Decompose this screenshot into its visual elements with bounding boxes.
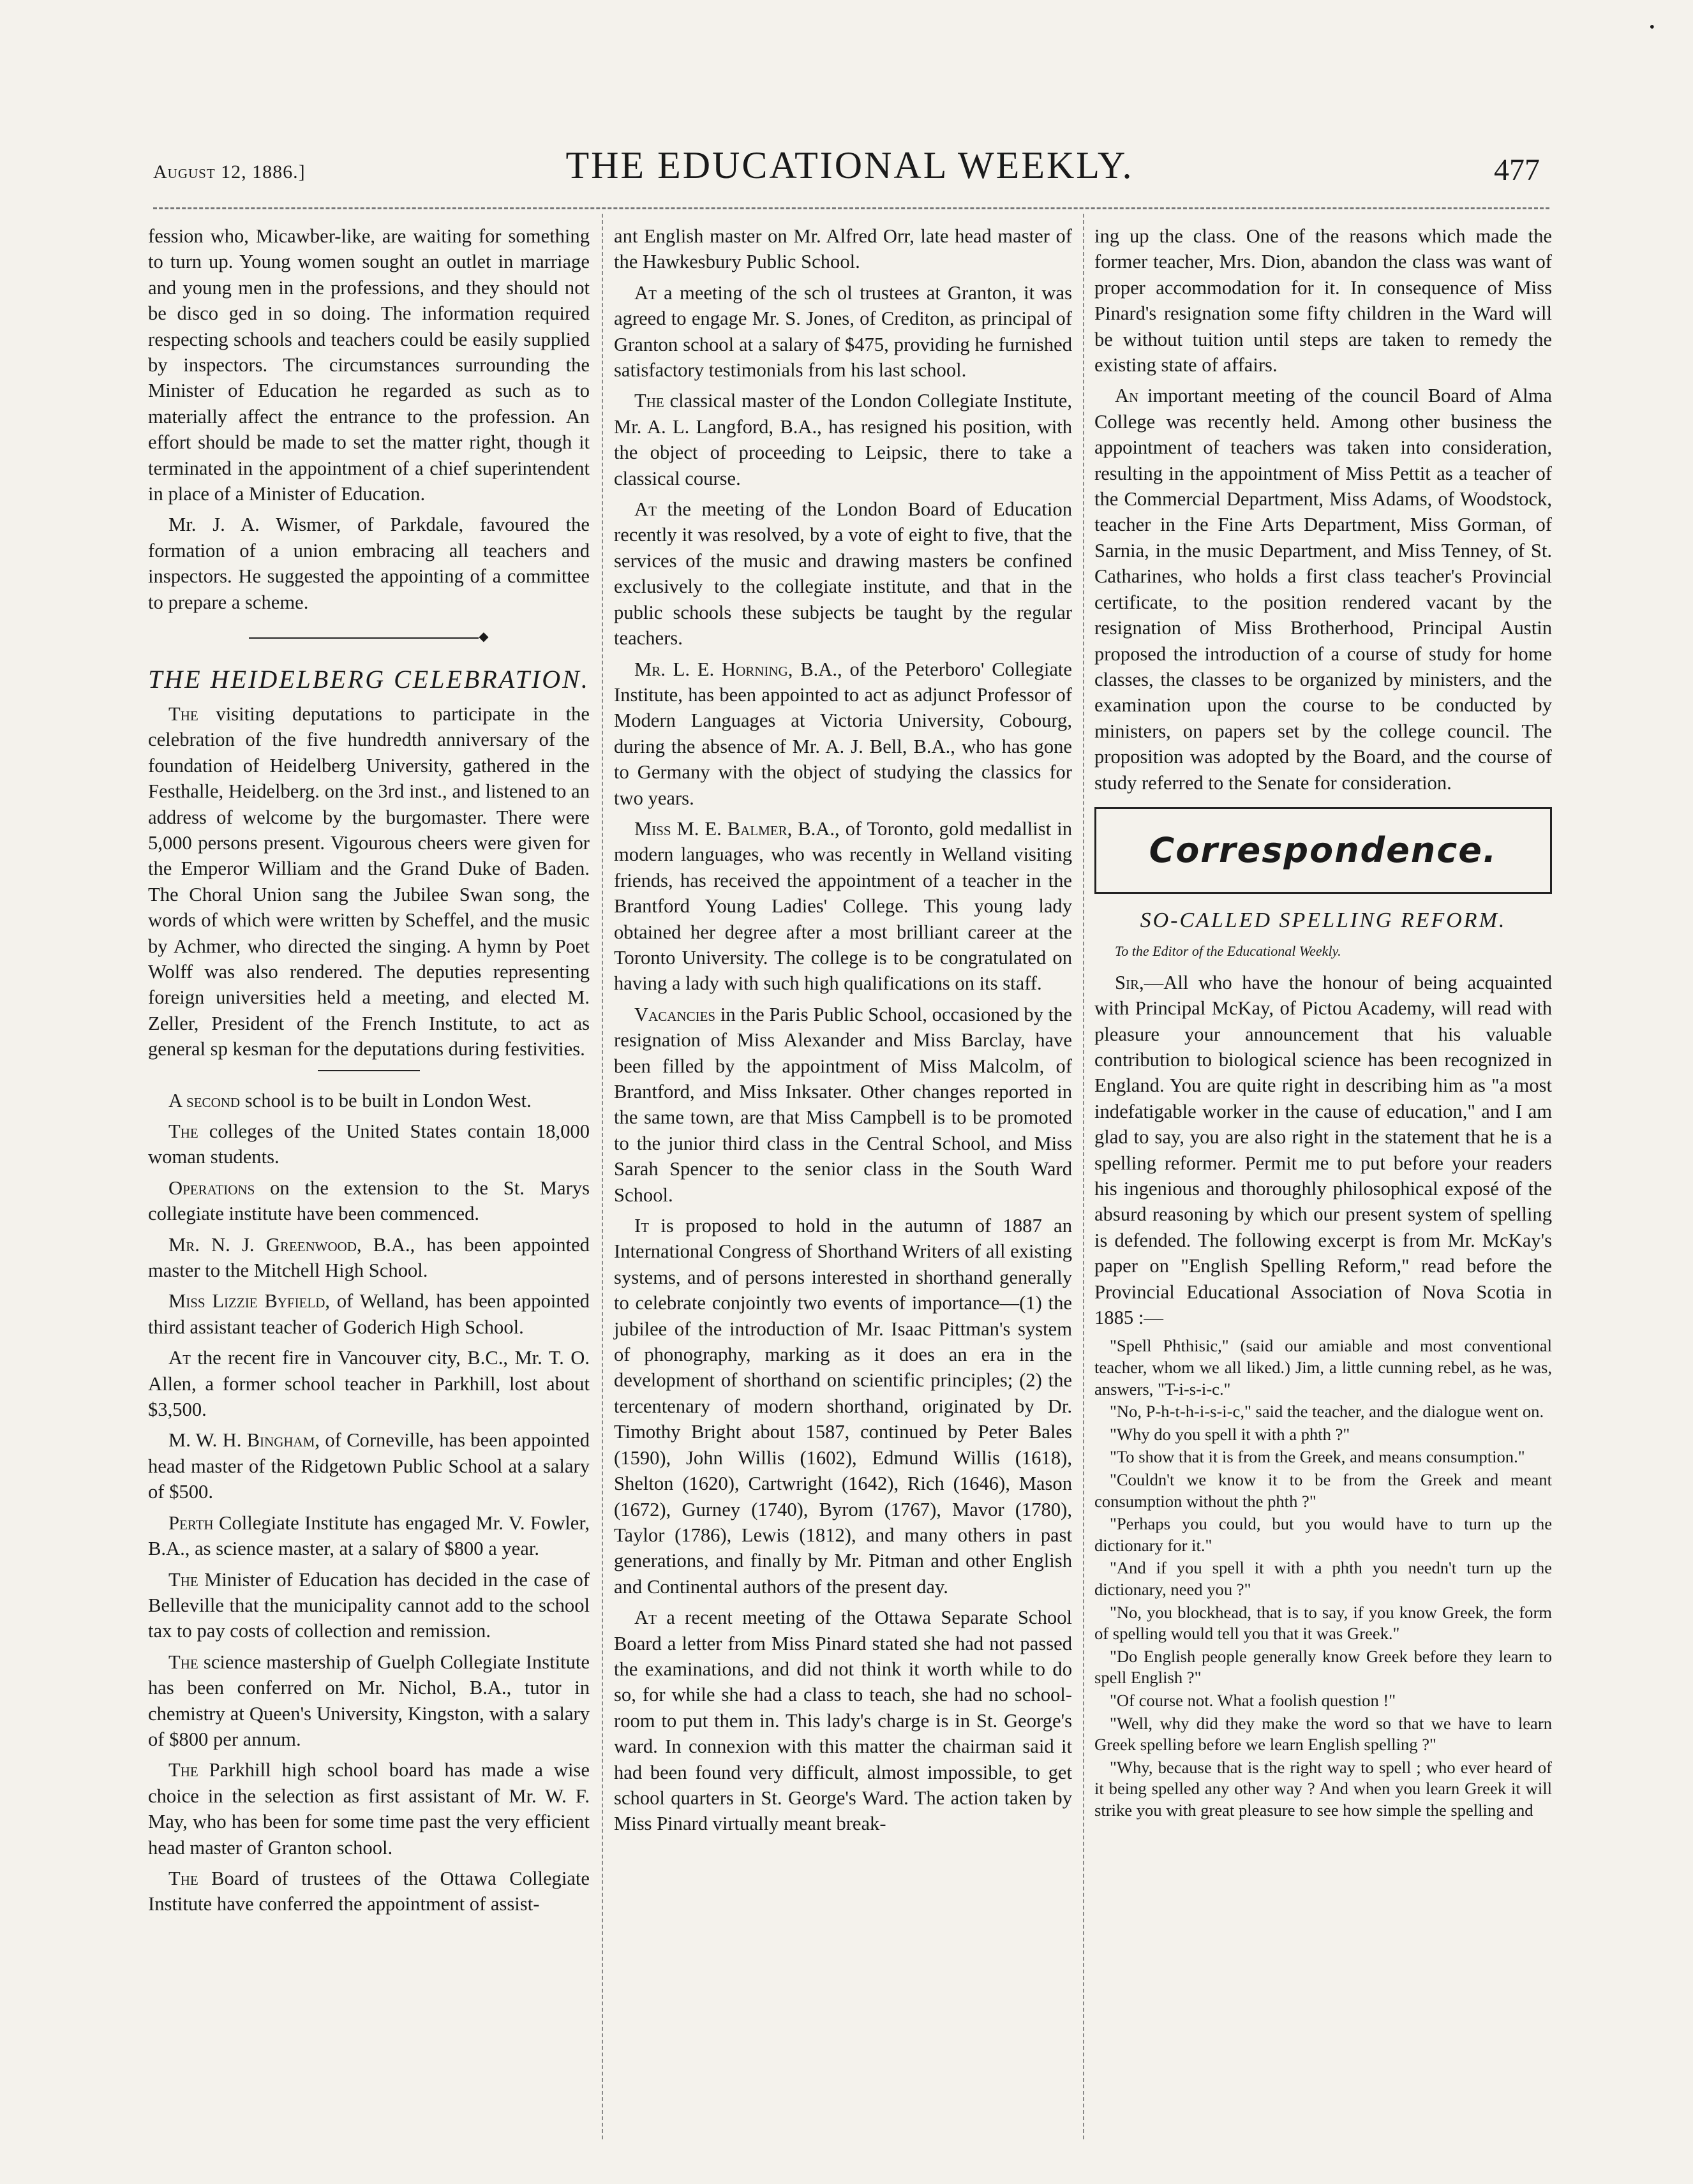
column-rule — [602, 214, 603, 2139]
news-item — [614, 496, 1072, 651]
dialogue-line: "Why do you spell it with a phth ?" — [1110, 1424, 1350, 1444]
dialogue-line: "No, you blockhead, that is to say, if you know Greek, the form of spelling would tell you that it was Greek." — [1094, 1602, 1552, 1644]
lead-word: Miss M. E. Balmer, — [634, 817, 793, 840]
correspondence-banner — [1094, 807, 1552, 894]
news-item — [148, 1427, 590, 1504]
page-number: 477 — [1494, 153, 1540, 187]
news-text: a recent meeting of the Ottawa Separate School Board a letter from Miss Pinard stated she had not passed the examinations, and did not think it worth while to do so, for while she had a class to teach, she had no school-room to put them in. This lady's charge is in St. George's ward. In connexion with this matter the chairman said it had been found very difficult, almost impossible, to get school quarters in St. George's Ward. The action taken by Miss Pinard virtually meant break- — [614, 1607, 1072, 1835]
column-2 — [614, 223, 1072, 2133]
news-item — [148, 1649, 590, 1753]
news-text: B.A., of the Peterboro' Collegiate Institute, has been appointed to act as adjunct Professor of Modern Languages at Victoria University, Cobourg, during the absence of Mr. A. J. Bell, B.A., who has gone to Germany with the object of studying the classics for two years. — [614, 658, 1072, 809]
paragraph: fession who, Micawber-like, are waiting for something to turn up. Young women sought an outlet in marriage and young men in the professions, and they should not be disco ged in so doing. The information required respecting schools and teachers could be easily supplied by inspectors. The circumstances surrounding the Minister of Education he regarded as such as to materially affect the entrance to the profession. An effort should be made to set the matter right, though it terminated in the appointment of a chief superintendent in place of a Minister of Education. — [148, 225, 590, 505]
news-text: classical master of the London Collegiate Institute, Mr. A. L. Langford, B.A., has resigned his position, with the object of proceeding to Leipsic, there to take a classical course. — [614, 390, 1072, 489]
news-text: Board of trustees of the Ottawa Collegiate Institute have conferred the appointment of assist- — [148, 1867, 590, 1915]
news-item — [614, 280, 1072, 383]
lead-word: It — [634, 1215, 650, 1237]
letter-addressee: To the Editor of the Educational Weekly. — [1115, 943, 1341, 960]
dialogue-line: "No, P-h-t-h-i-s-i-c," said the teacher, and the dialogue went on. — [1110, 1402, 1544, 1422]
correspondence-heading: Correspondence. — [1149, 829, 1498, 870]
paragraph-text: visiting deputations to participate in the celebration of the five hundredth anniversary of the foundation of Heidelberg University, gathered in the Festhalle, Heidelberg. on the 3rd inst., and listened to an address of welcome by the burgomaster. There were 5,000 persons present. Vigourous cheers were given for the Emperor William and the Grand Duke of Baden. The Choral Union sang the Jubilee Swan song, the words of which were written by Scheffel, and the music by Achmer, who directed the singing. A hymn by Poet Wolff was also rendered. The deputies representing foreign universities held a meeting, and elected M. Zeller, President of the French Institute, to act as general sp kesman for the deputations during festivities. — [148, 702, 590, 1060]
news-text: of Corneville, has been appointed head master of the Ridgetown Public School at a salary of $500. — [148, 1429, 590, 1503]
dialogue-line: "And if you spell it with a phth you needn't turn up the dictionary, need you ?" — [1094, 1558, 1552, 1599]
news-text: the meeting of the London Board of Education recently it was resolved, by a vote of eight to five, that the services of the music and drawing masters be confined exclusively to the collegiate institute, and that in the public schools these subjects be taught by the regular teachers. — [614, 498, 1072, 650]
news-item — [148, 1510, 590, 1562]
lead-word: At — [168, 1347, 191, 1369]
lead-word: The — [634, 390, 664, 412]
news-text: of Welland, has been appointed third assistant teacher of Goderich High School. — [148, 1290, 590, 1338]
news-item — [148, 1118, 590, 1170]
news-item — [614, 816, 1072, 997]
lead-word: The — [168, 702, 198, 725]
lead-word: The — [168, 1651, 198, 1673]
lead-word: Perth — [168, 1512, 214, 1534]
news-item — [148, 1345, 590, 1422]
news-item — [1094, 383, 1552, 796]
news-text: Minister of Education has decided in the case of Belleville that the municipality cannot add to the school tax to pay costs of collection and remission. — [148, 1568, 590, 1642]
lead-word: Miss Lizzie Byfield, — [168, 1290, 331, 1312]
dialogue-line: "To show that it is from the Greek, and means consumption." — [1110, 1447, 1525, 1467]
news-text: is proposed to hold in the autumn of 1887 an International Congress of Shorthand Writers of all existing systems, and of persons interested in shorthand generally to celebrate conjointly two events of importance—(1) the jubilee of the introduction of Mr. Isaac Pittman's system of phonography, marking as it does an era in the development of shorthand on scientific principles; (2) the tercentenary of modern shorthand, originated by Dr. Timothy Bright about 1587, continued by Peter Bales (1590), John Willis (1602), Edmund Willis (1618), Shelton (1620), Cartwright (1642), Rich (1646), Mason (1672), Gurney (1740), Byrom (1767), Mavor (1780), Taylor (1786), Lewis (1812), and many others in past generations, and finally by Mr. Pitman and other English and Continental authors of the present day. — [614, 1215, 1072, 1598]
lead-word: The — [168, 1568, 198, 1591]
news-item — [614, 1605, 1072, 1837]
news-item — [614, 1213, 1072, 1600]
dialogue-line: "Perhaps you could, but you would have to turn up the dictionary for it." — [1094, 1514, 1552, 1555]
news-text: science mastership of Guelph Collegiate Institute has been conferred on Mr. Nichol, B.A., tutor in chemistry at Queen's University, Kingston, with a salary of $800 per annum. — [148, 1651, 590, 1750]
news-text: Collegiate Institute has engaged Mr. V. Fowler, B.A., as science master, at a salary of $800 a year. — [148, 1512, 590, 1560]
lead-word: A second — [168, 1089, 241, 1111]
column-rule — [1083, 214, 1084, 2139]
news-text: important meeting of the council Board of Alma College was recently held. Among other business the appointment of teachers was taken into consideration, resulting in the appointment of Miss Pettit as a teacher of the Commercial Department, Miss Adams, of Woodstock, teacher in the Fine Arts Department, Miss Gorman, of Sarnia, in the music Department, and Miss Tenney, of St. Catharines, who holds a first class teacher's Provincial certificate, to the position rendered vacant by the resignation of Miss Brotherhood, Principal Austin proposed the introduction of a course of study for home classes, the classes to be organized by ministers, and the examination upon the course to be conducted by ministers, on papers set by the college council. The proposition was adopted by the Board, and the course of study referred to the Senate for consideration. — [1094, 385, 1552, 794]
news-text: Parkhill high school board has made a wise choice in the selection as first assistant of Mr. W. F. May, who has been for some time past the very efficient head master of Granton school. — [148, 1759, 590, 1859]
lead-word: Operations — [168, 1177, 255, 1199]
news-text: on the extension to the St. Marys collegiate institute have been commenced. — [148, 1177, 590, 1225]
dialogue-line: "Couldn't we know it to be from the Greek and meant consumption without the phth ?" — [1094, 1470, 1552, 1511]
lead-word: The — [168, 1759, 198, 1781]
news-text: B.A., has been appointed master to the Mitchell High School. — [148, 1233, 590, 1282]
paragraph — [148, 701, 590, 1062]
news-text: in the Paris Public School, occasioned by the resignation of Miss Alexander and Miss Barclay, have been filled by the appointment of Miss Malcolm, of Brantford, and Miss Inksater. Other changes reported in the same town, are that Miss Campbell is to be promoted to the junior third class in the Central School, and Miss Sarah Spencer to the senior class in the South Ward School. — [614, 1003, 1072, 1206]
dialogue-line: "Of course not. What a foolish question !" — [1110, 1690, 1396, 1710]
news-item — [148, 1866, 590, 1917]
paragraph: ant English master on Mr. Alfred Orr, late head master of the Hawkesbury Public School. — [614, 225, 1072, 273]
section-heading: SO-CALLED SPELLING REFORM. — [1140, 908, 1507, 932]
lead-word: Mr. L. E. Horning, — [634, 658, 793, 680]
news-item — [148, 1232, 590, 1284]
news-item — [148, 1088, 590, 1113]
lead-word: The — [168, 1867, 198, 1889]
lead-word: At — [634, 281, 657, 304]
news-text: school is to be built in London West. — [240, 1089, 532, 1111]
paragraph: Mr. J. A. Wismer, of Parkdale, favoured the formation of a union embracing all teachers and inspectors. He suggested the appointing of a committee to prepare a scheme. — [148, 514, 590, 613]
news-text: the recent fire in Vancouver city, B.C., Mr. T. O. Allen, a former school teacher in Parkhill, lost about $3,500. — [148, 1347, 590, 1421]
lead-word: At — [634, 1607, 657, 1629]
letter-body — [1094, 970, 1552, 1331]
news-item — [614, 657, 1072, 811]
paragraph: ing up the class. One of the reasons which made the former teacher, Mrs. Dion, abandon the class was want of proper accommodation for it. In consequence of Miss Pinard's resignation some fifty children in the Ward will be without tuition until steps are taken to remedy the existing state of affairs. — [1094, 225, 1552, 376]
news-item — [148, 1288, 590, 1340]
letter-text: —All who have the honour of being acquainted with Principal McKay, of Pictou Academy, will read with pleasure your announcement that his valuable contribution to biological science has been recognized in England. You are quite right in describing him as "a most indefatigable worker in the cause of education," and I am glad to say, you are also right in the statement that he is a spelling reformer. Permit me to put before your readers his ingenious and thoroughly philosophical exposé of the absurd reasoning by which our present system of spelling is defended. The following excerpt is from Mr. McKay's paper on "English Spelling Reform," read before the Provincial Educational Association of Nova Scotia in 1885 :— — [1094, 971, 1552, 1329]
dialogue-line: "Well, why did they make the word so that we have to learn Greek spelling before we learn English spelling ?" — [1094, 1713, 1552, 1755]
lead-word: M. W. H. Bingham, — [168, 1429, 320, 1452]
page-header — [153, 144, 1546, 195]
header-rule — [153, 207, 1549, 209]
news-item — [614, 388, 1072, 491]
issue-date: August 12, 1886.] — [153, 161, 306, 182]
dialogue-line: "Spell Phthisic," (said our amiable and most conventional teacher, whom we all liked.) Jim, a little cunning rebel, as he was, answers, "T-i-s-i-c." — [1094, 1336, 1552, 1399]
lead-word: At — [634, 498, 657, 521]
news-text: B.A., of Toronto, gold medallist in modern languages, who was recently in Welland visiting friends, has received the appointment of a teacher in the Brantford Young Ladies' College. This young lady obtained her degree after a most brilliant career at the Toronto University. The college is to be congratulated on having a lady with such high qualifications on its staff. — [614, 817, 1072, 995]
lead-word: An — [1115, 385, 1139, 407]
dialogue-line: "Why, because that is the right way to spell ; who ever heard of it being spelled any other way ? And when you learn Greek it will strike you with great pleasure to see how simple the spelling and — [1094, 1757, 1552, 1820]
news-item — [148, 1757, 590, 1861]
news-text: a meeting of the sch ol trustees at Granton, it was agreed to engage Mr. S. Jones, of Crediton, as principal of Granton school at a salary of $475, providing he furnished satisfactory testimonials from his last school. — [614, 281, 1072, 382]
dialogue-line: "Do English people generally know Greek before they learn to spell English ?" — [1094, 1646, 1552, 1688]
news-item — [614, 1002, 1072, 1208]
divider — [318, 1070, 420, 1071]
lead-word: Sir, — [1115, 971, 1144, 993]
column-1 — [148, 223, 590, 2133]
lead-word: Mr. N. J. Greenwood, — [168, 1233, 362, 1256]
margin-mark: • — [1649, 19, 1655, 36]
column-3 — [1094, 223, 1552, 2133]
lead-word: Vacancies — [634, 1003, 716, 1025]
news-item — [148, 1175, 590, 1227]
section-heading: THE HEIDELBERG CELEBRATION. — [148, 664, 590, 694]
ornamental-rule: ◆ — [148, 624, 590, 650]
publication-title: THE EDUCATIONAL WEEKLY. — [565, 144, 1134, 186]
lead-word: The — [168, 1120, 198, 1142]
news-item — [148, 1567, 590, 1644]
news-text: colleges of the United States contain 18,000 woman students. — [148, 1120, 590, 1168]
